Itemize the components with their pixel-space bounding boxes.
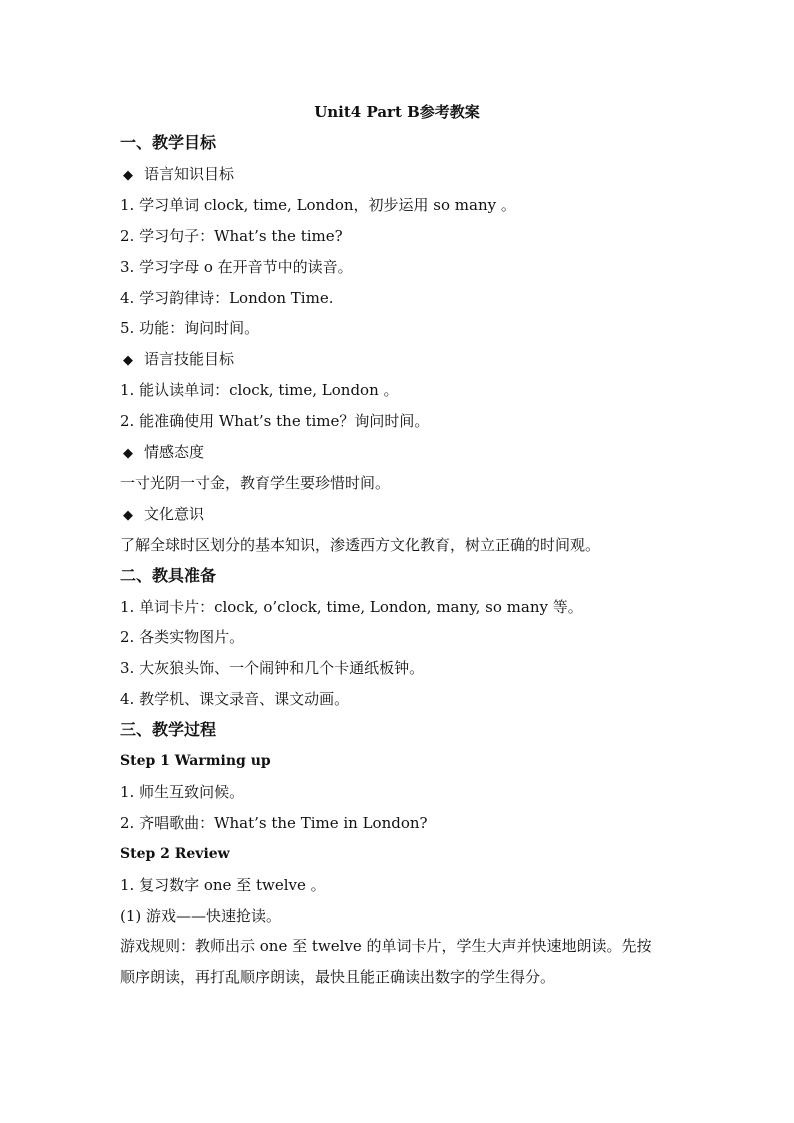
text-line	[120, 194, 516, 216]
text-line	[120, 379, 399, 401]
line-text: 1. 复习数字 one 至 twelve 。	[120, 876, 326, 894]
line-text: 5. 功能：询问时间。	[120, 319, 260, 337]
line-text: 文化意识	[144, 505, 205, 523]
text-line	[120, 657, 424, 679]
line-text: 顺序朗读，再打乱顺序朗读，最快且能正确读出数字的学生得分。	[120, 968, 556, 986]
text-line	[120, 287, 333, 309]
line-text: 2. 齐唱歌曲：What’s the Time in London?	[120, 814, 428, 832]
bullet-subheading	[120, 503, 204, 527]
diamond-bullet-icon: ◆	[123, 508, 133, 523]
bullet-subheading	[120, 348, 234, 372]
line-text: 游戏规则：教师出示 one 至 twelve 的单词卡片，学生大声并快速地朗读。先按	[120, 937, 652, 955]
text-line	[120, 410, 429, 432]
section-heading	[120, 565, 216, 587]
text-line	[120, 781, 244, 803]
line-text: 4. 教学机、课文录音、课文动画。	[120, 690, 350, 708]
line-text: 2. 学习句子：What’s the time?	[120, 227, 343, 245]
text-line	[120, 905, 281, 927]
section-heading	[120, 132, 216, 154]
diamond-bullet-icon: ◆	[123, 446, 133, 461]
line-text: 语言技能目标	[144, 350, 235, 368]
line-text: 一、教学目标	[120, 133, 217, 152]
line-text: 1. 单词卡片：clock, o’clock, time, London, many, so many 等。	[120, 598, 583, 616]
line-text: 1. 能认读单词：clock, time, London 。	[120, 381, 399, 399]
text-line	[120, 966, 555, 988]
text-line	[120, 812, 428, 834]
diamond-bullet-icon: ◆	[123, 168, 133, 183]
line-text: 三、教学过程	[120, 720, 217, 739]
bullet-subheading	[120, 441, 204, 465]
step-heading	[120, 843, 230, 865]
diamond-bullet-icon: ◆	[123, 353, 133, 368]
step-heading	[120, 750, 271, 772]
line-text: Step 2 Review	[120, 846, 230, 862]
text-line	[120, 472, 390, 494]
line-text: Step 1 Warming up	[120, 753, 271, 769]
text-line	[120, 935, 652, 957]
bullet-subheading	[120, 163, 234, 187]
text-line	[120, 225, 343, 247]
text-line	[120, 626, 244, 648]
line-text: 语言知识目标	[144, 165, 235, 183]
line-text: 2. 能准确使用 What’s the time？询问时间。	[120, 412, 430, 430]
text-line	[120, 256, 353, 278]
line-text: 一寸光阴一寸金，教育学生要珍惜时间。	[120, 474, 391, 492]
page-title: Unit4 Part B参考教案	[314, 103, 480, 121]
line-text: 3. 学习字母 o 在开音节中的读音。	[120, 258, 353, 276]
text-line	[120, 534, 600, 556]
line-text: 1. 学习单词 clock, time, London，初步运用 so many 。	[120, 196, 516, 214]
line-text: 情感态度	[144, 443, 205, 461]
line-text: 1. 师生互致问候。	[120, 783, 245, 801]
line-text: 3. 大灰狼头饰、一个闹钟和几个卡通纸板钟。	[120, 659, 425, 677]
line-text: 4. 学习韵律诗：London Time.	[120, 289, 334, 307]
text-line	[120, 688, 349, 710]
text-line	[120, 596, 583, 618]
section-heading	[120, 719, 216, 741]
line-text: 2. 各类实物图片。	[120, 628, 245, 646]
line-text: (1) 游戏——快速抢读。	[120, 907, 282, 925]
text-line	[120, 317, 259, 339]
line-text: 二、教具准备	[120, 566, 217, 585]
line-text: 了解全球时区划分的基本知识，渗透西方文化教育，树立正确的时间观。	[120, 536, 601, 554]
text-line	[120, 874, 326, 896]
